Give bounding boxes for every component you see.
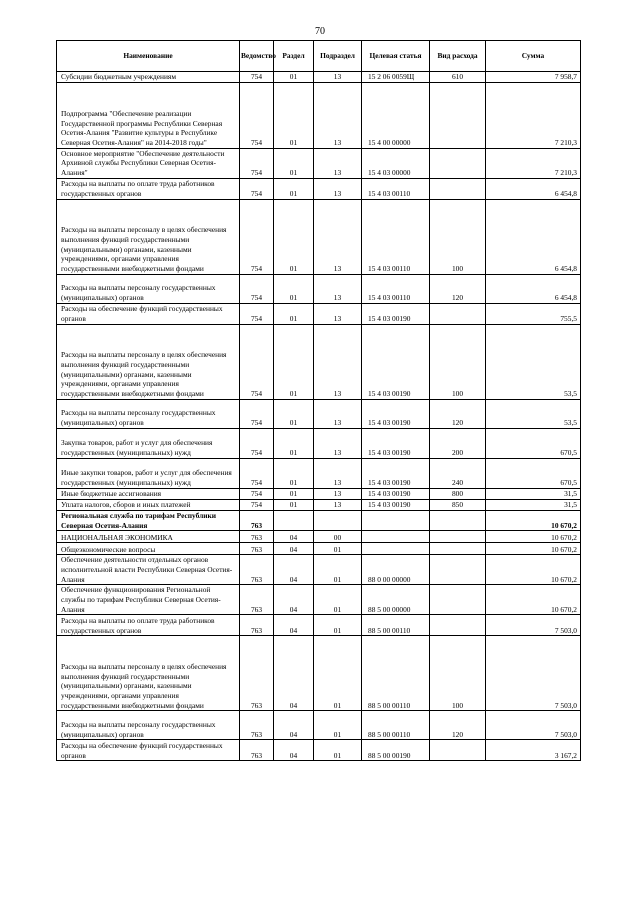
row-expense-type: 800 [430,488,486,499]
row-section: 01 [274,199,314,274]
row-expense-type: 100 [430,324,486,399]
row-name: Иные закупки товаров, работ и услуг для обеспечения государственных (муниципальных) нужд [57,458,240,488]
row-name: Расходы на выплаты персоналу государственных (муниципальных) органов [57,399,240,428]
row-name: Расходы на выплаты по оплате труда работников государственных органов [57,178,240,199]
row-section [274,510,314,530]
row-sum: 7 958,7 [486,72,581,83]
row-section: 04 [274,636,314,711]
row-name: Региональная служба по тарифам Республики Северная Осетия-Алания [57,510,240,530]
row-department: 754 [240,399,274,428]
table-row [57,274,581,303]
row-target-article: 15 2 06 0059Щ [362,72,430,83]
header-sum: Сумма [486,41,581,72]
row-department: 763 [240,711,274,740]
header-subsection: Подраздел [314,41,362,72]
row-section: 04 [274,531,314,543]
row-target-article: 15 4 03 00190 [362,428,430,458]
row-target-article: 15 4 03 00190 [362,488,430,499]
table-row [57,199,581,274]
row-sum: 6 454,8 [486,178,581,199]
row-target-article [362,510,430,530]
table-row [57,72,581,83]
row-expense-type: 850 [430,499,486,510]
table-row [57,488,581,499]
row-expense-type: 120 [430,274,486,303]
row-expense-type [430,303,486,324]
row-sum: 7 503,0 [486,711,581,740]
row-subsection: 13 [314,82,362,148]
table-row [57,615,581,636]
row-section: 01 [274,303,314,324]
row-name: Расходы на выплаты персоналу государственных (муниципальных) органов [57,711,240,740]
row-department: 754 [240,303,274,324]
row-section: 04 [274,615,314,636]
table-row [57,531,581,543]
row-department: 754 [240,148,274,178]
table-row [57,740,581,761]
row-sum: 10 670,2 [486,585,581,615]
row-department: 754 [240,82,274,148]
row-name: Иные бюджетные ассигнования [57,488,240,499]
row-department: 763 [240,510,274,530]
row-department: 754 [240,458,274,488]
table-row [57,510,581,530]
row-expense-type: 100 [430,636,486,711]
page-number: 70 [315,26,325,37]
row-department: 763 [240,555,274,585]
row-name: Расходы на выплаты по оплате труда работников государственных органов [57,615,240,636]
row-department: 763 [240,531,274,543]
row-sum: 755,5 [486,303,581,324]
row-name: НАЦИОНАЛЬНАЯ ЭКОНОМИКА [57,531,240,543]
row-department: 763 [240,740,274,761]
row-subsection: 13 [314,72,362,83]
row-department: 754 [240,274,274,303]
row-target-article: 88 5 00 00110 [362,711,430,740]
row-section: 04 [274,711,314,740]
row-name: Расходы на выплаты персоналу государственных (муниципальных) органов [57,274,240,303]
row-target-article: 15 4 00 00000 [362,82,430,148]
row-expense-type [430,510,486,530]
row-name: Основное мероприятие "Обеспечение деятельности Архивной службы Республики Северная Осетия-Алания" [57,148,240,178]
row-subsection: 13 [314,199,362,274]
row-target-article: 15 4 03 00190 [362,458,430,488]
row-expense-type: 120 [430,399,486,428]
row-sum: 10 670,2 [486,531,581,543]
row-target-article: 15 4 03 00110 [362,178,430,199]
row-subsection: 13 [314,499,362,510]
row-section: 01 [274,324,314,399]
row-subsection: 01 [314,711,362,740]
row-department: 763 [240,585,274,615]
row-subsection: 01 [314,615,362,636]
row-section: 01 [274,148,314,178]
table-row [57,148,581,178]
row-section: 01 [274,72,314,83]
table-row [57,303,581,324]
row-target-article: 88 5 00 00190 [362,740,430,761]
row-sum: 3 167,2 [486,740,581,761]
row-sum: 7 210,3 [486,82,581,148]
row-name: Обеспечение функционирования Региональной службы по тарифам Республики Северная Осетия-Алания [57,585,240,615]
header-department: Ведомство [240,41,274,72]
row-name: Подпрограмма "Обеспечение реализации Государственной программы Республики Северная Осетия-Алания "Развитие культуры в Республике Северная Осетия-Алания" на 2014-2018 годы" [57,82,240,148]
row-subsection: 01 [314,740,362,761]
row-expense-type: 120 [430,711,486,740]
row-section: 04 [274,740,314,761]
row-expense-type: 200 [430,428,486,458]
table-row [57,458,581,488]
row-subsection: 13 [314,274,362,303]
row-sum: 670,5 [486,458,581,488]
row-sum: 7 210,3 [486,148,581,178]
table-row [57,585,581,615]
row-sum: 31,5 [486,488,581,499]
row-department: 763 [240,543,274,555]
row-sum: 7 503,0 [486,615,581,636]
row-sum: 7 503,0 [486,636,581,711]
row-section: 01 [274,399,314,428]
row-section: 01 [274,458,314,488]
row-subsection: 13 [314,428,362,458]
row-target-article: 88 5 00 00110 [362,615,430,636]
table-row [57,324,581,399]
row-department: 763 [240,615,274,636]
header-section: Раздел [274,41,314,72]
row-subsection: 13 [314,324,362,399]
row-sum: 10 670,2 [486,510,581,530]
row-department: 754 [240,178,274,199]
row-target-article: 15 4 03 00110 [362,274,430,303]
row-subsection: 01 [314,585,362,615]
row-target-article: 88 0 00 00000 [362,555,430,585]
table-header-row [57,41,581,72]
row-name: Расходы на обеспечение функций государственных органов [57,740,240,761]
header-expense-type: Вид расхода [430,41,486,72]
row-target-article: 88 5 00 00110 [362,636,430,711]
row-subsection: 13 [314,178,362,199]
row-section: 04 [274,555,314,585]
row-subsection: 01 [314,636,362,711]
row-target-article [362,543,430,555]
row-section: 01 [274,499,314,510]
row-section: 01 [274,274,314,303]
row-target-article [362,531,430,543]
row-sum: 6 454,8 [486,199,581,274]
row-department: 763 [240,636,274,711]
row-name: Субсидии бюджетным учреждениям [57,72,240,83]
row-section: 01 [274,82,314,148]
row-department: 754 [240,428,274,458]
row-subsection: 13 [314,148,362,178]
row-name: Обеспечение деятельности отдельных органов исполнительной власти Республики Северная Осетия-Алания [57,555,240,585]
table-row [57,428,581,458]
row-sum: 670,5 [486,428,581,458]
table-row [57,711,581,740]
row-section: 04 [274,585,314,615]
row-name: Расходы на обеспечение функций государственных органов [57,303,240,324]
row-expense-type [430,148,486,178]
row-section: 01 [274,488,314,499]
row-name: Расходы на выплаты персоналу в целях обеспечения выполнения функций государственными (муниципальными) органами, казенными учреждениями, органами управления государственными внебюджетными фондами [57,199,240,274]
row-subsection: 01 [314,543,362,555]
row-subsection: 00 [314,531,362,543]
row-target-article: 15 4 03 00190 [362,399,430,428]
row-expense-type: 100 [430,199,486,274]
row-department: 754 [240,488,274,499]
row-expense-type [430,585,486,615]
table-row [57,178,581,199]
row-expense-type [430,178,486,199]
row-sum: 53,5 [486,399,581,428]
row-sum: 6 454,8 [486,274,581,303]
row-expense-type [430,531,486,543]
row-expense-type [430,82,486,148]
row-section: 04 [274,543,314,555]
row-target-article: 15 4 03 00110 [362,199,430,274]
row-section: 01 [274,428,314,458]
row-expense-type [430,740,486,761]
row-name: Общеэкономические вопросы [57,543,240,555]
row-subsection: 13 [314,458,362,488]
row-subsection [314,510,362,530]
row-expense-type [430,555,486,585]
row-expense-type [430,543,486,555]
table-row [57,543,581,555]
row-name: Расходы на выплаты персоналу в целях обеспечения выполнения функций государственными (муниципальными) органами, казенными учреждениями, органами управления государственными внебюджетными фондами [57,324,240,399]
header-target-article: Целевая статья [362,41,430,72]
table-body [57,72,581,761]
row-sum: 53,5 [486,324,581,399]
row-name: Расходы на выплаты персоналу в целях обеспечения выполнения функций государственными (муниципальными) органами, казенными учреждениями, органами управления государственными внебюджетными фондами [57,636,240,711]
row-department: 754 [240,499,274,510]
table-row [57,636,581,711]
row-expense-type [430,615,486,636]
row-section: 01 [274,178,314,199]
table-row [57,499,581,510]
row-target-article: 15 4 03 00190 [362,303,430,324]
table-row [57,399,581,428]
row-sum: 10 670,2 [486,543,581,555]
row-sum: 31,5 [486,499,581,510]
row-name: Уплата налогов, сборов и иных платежей [57,499,240,510]
row-target-article: 15 4 03 00190 [362,324,430,399]
row-subsection: 01 [314,555,362,585]
header-name: Наименование [57,41,240,72]
row-subsection: 13 [314,399,362,428]
row-target-article: 88 5 00 00000 [362,585,430,615]
row-expense-type: 610 [430,72,486,83]
row-target-article: 15 4 03 00190 [362,499,430,510]
row-sum: 10 670,2 [486,555,581,585]
row-name: Закупка товаров, работ и услуг для обеспечения государственных (муниципальных) нужд [57,428,240,458]
table-row [57,82,581,148]
row-expense-type: 240 [430,458,486,488]
row-department: 754 [240,324,274,399]
row-department: 754 [240,72,274,83]
row-target-article: 15 4 03 00000 [362,148,430,178]
row-subsection: 13 [314,303,362,324]
table-row [57,555,581,585]
row-department: 754 [240,199,274,274]
row-subsection: 13 [314,488,362,499]
budget-table [56,40,581,761]
